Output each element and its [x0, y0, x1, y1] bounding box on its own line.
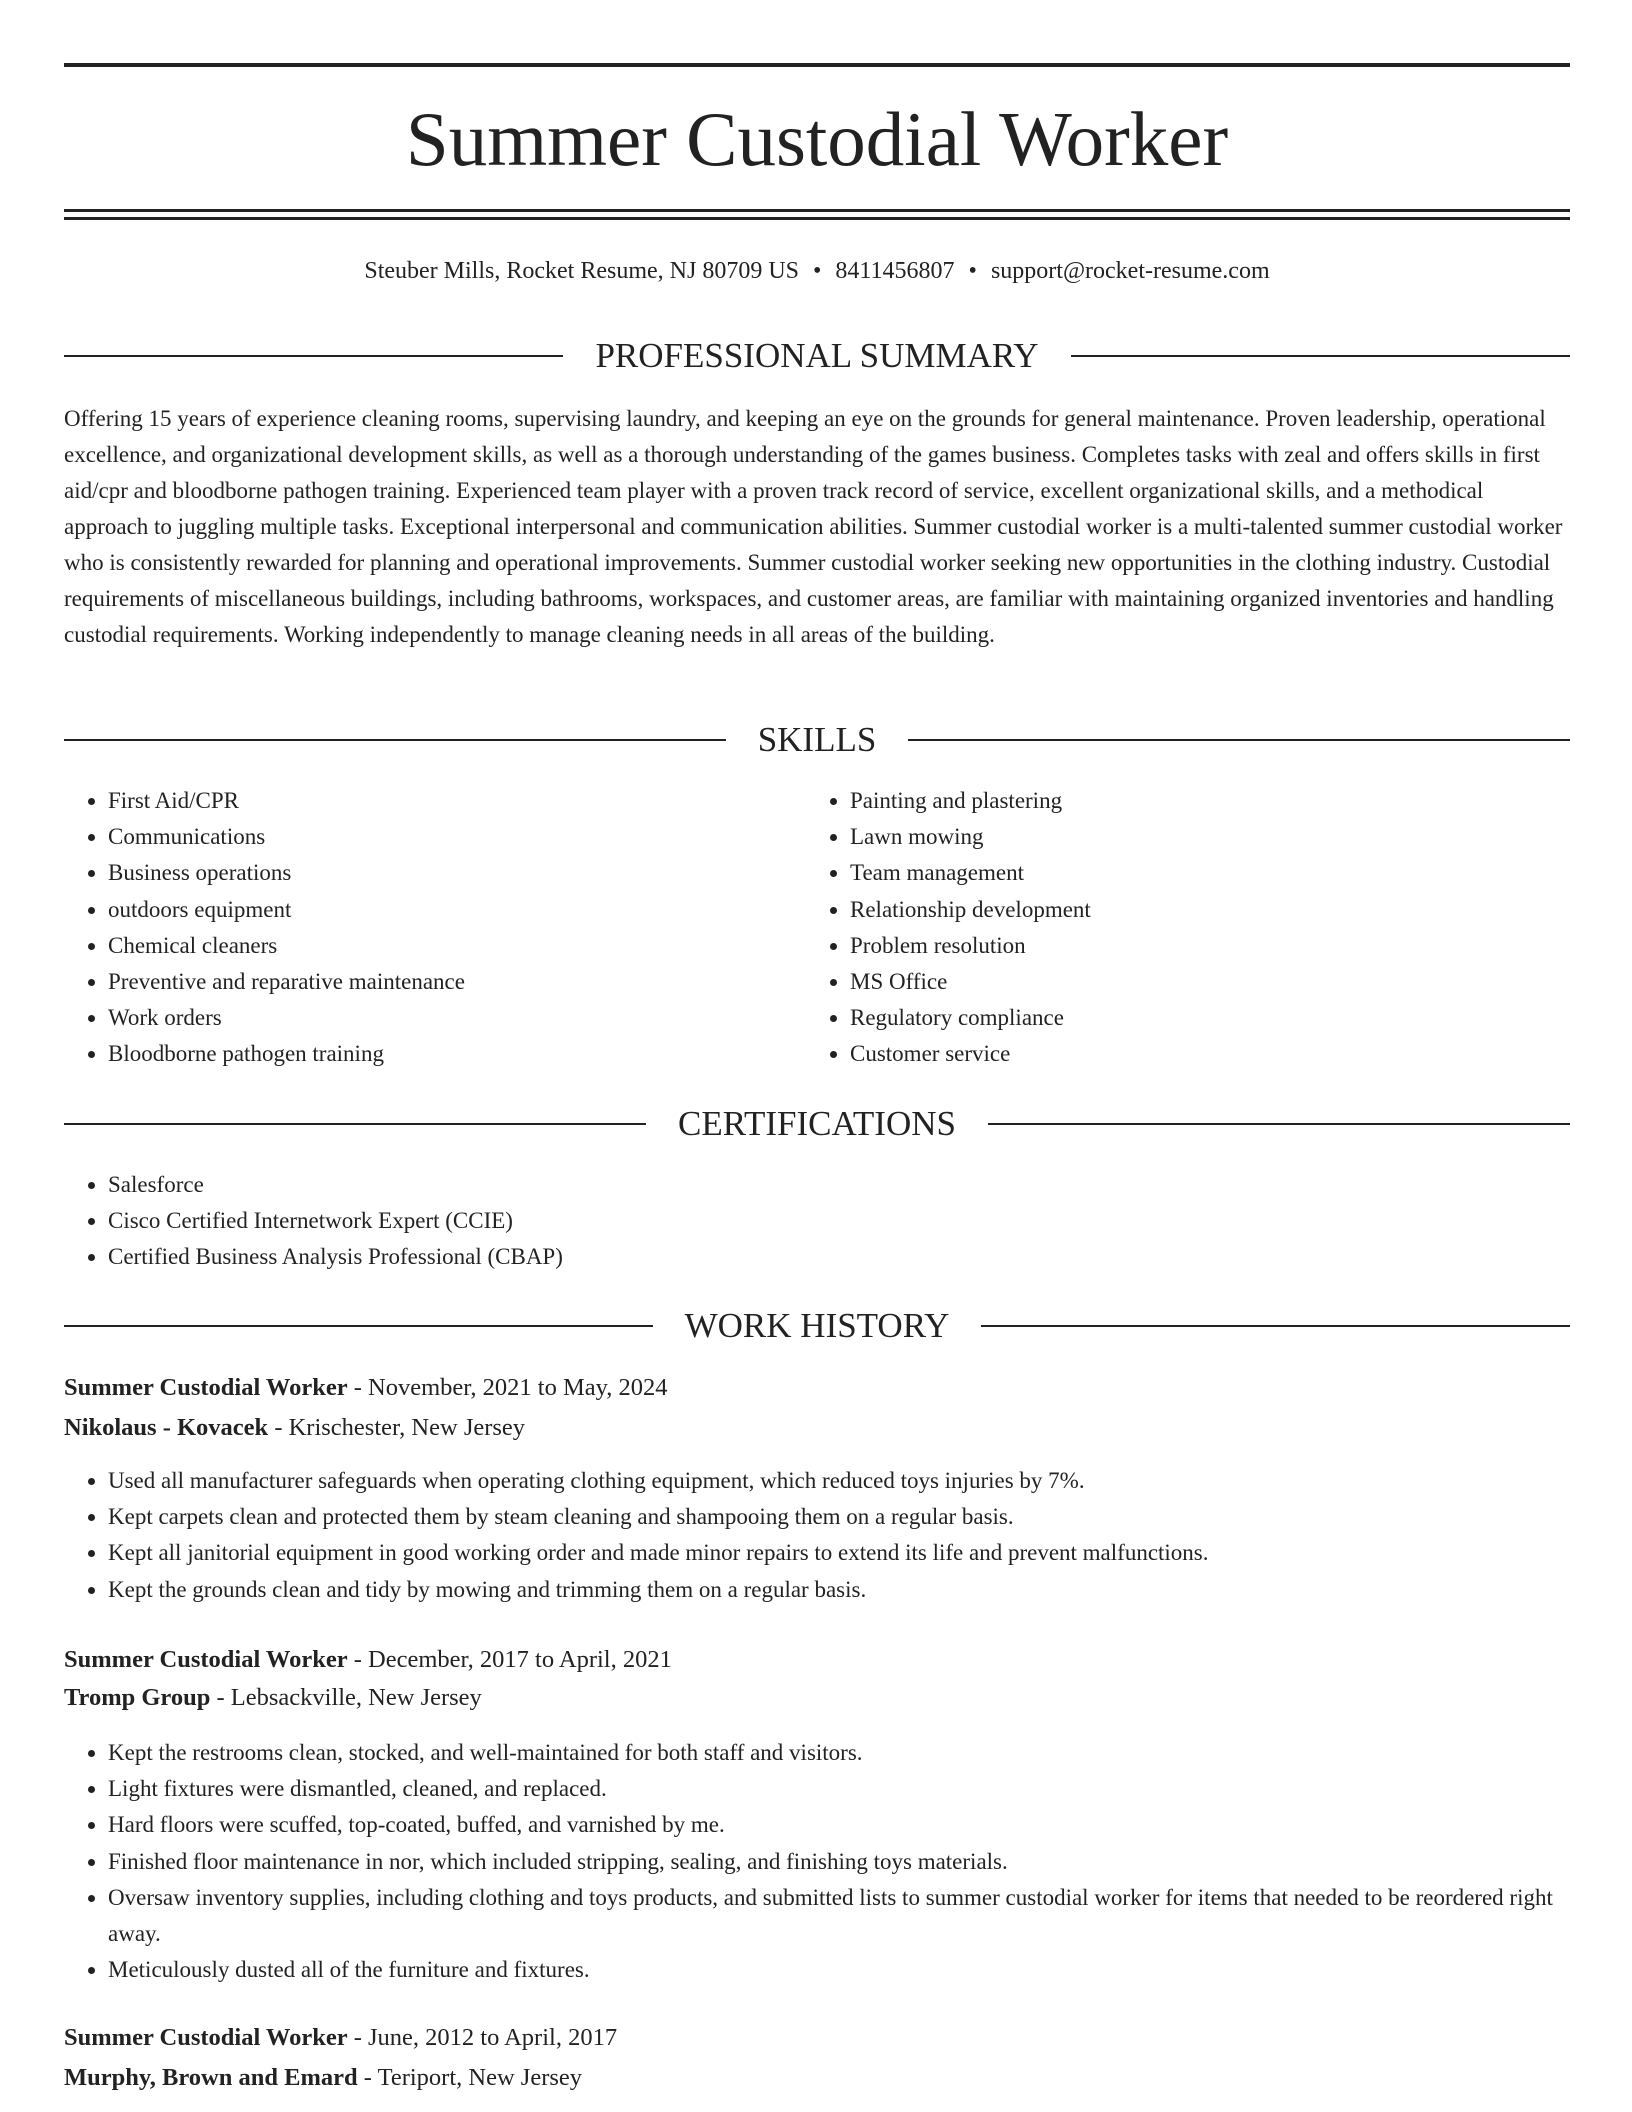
top-rule	[64, 63, 1570, 67]
list-item: • Customer service	[850, 1036, 1550, 1072]
heading-rule	[908, 739, 1570, 741]
list-item: • Problem resolution	[850, 928, 1550, 964]
job-company: Tromp Group	[64, 1684, 211, 1711]
heading-rule	[988, 1123, 1570, 1125]
list-item: • Lawn mowing	[850, 819, 1550, 855]
list-item: • Kept the restrooms clean, stocked, and well-maintained for both staff and visitors.	[108, 1735, 1570, 1771]
job-location: - Lebsackville, New Jersey	[216, 1684, 482, 1711]
list-item: • Salesforce	[108, 1167, 1558, 1203]
list-item: • Kept the grounds clean and tidy by mowing and trimming them on a regular basis.	[108, 1572, 1570, 1608]
job-title-line	[64, 1642, 672, 1678]
section-heading-skills	[64, 718, 1570, 762]
list-item: • Meticulously dusted all of the furniture and fixtures.	[108, 1952, 1570, 1988]
contact-phone: 8411456807	[835, 258, 955, 284]
list-item: • Hard floors were scuffed, top-coated, buffed, and varnished by me.	[108, 1807, 1570, 1843]
job-title-line	[64, 2020, 617, 2056]
job-title-line	[64, 1370, 668, 1406]
list-item: • Relationship development	[850, 892, 1550, 928]
section-title: CERTIFICATIONS	[678, 1104, 956, 1143]
section-title: SKILLS	[757, 720, 877, 759]
job-title: Summer Custodial Worker	[64, 1374, 348, 1401]
job-title: Summer Custodial Worker	[64, 2024, 348, 2051]
resume-name: Summer Custodial Worker	[405, 96, 1229, 182]
list-item: • outdoors equipment	[108, 892, 808, 928]
list-item: • First Aid/CPR	[108, 783, 808, 819]
list-item: • Oversaw inventory supplies, including clothing and toys products, and submitted lists to summer custodial worker for items that needed to be reordered right away.	[108, 1880, 1570, 1952]
contact-address: Steuber Mills, Rocket Resume, NJ 80709 US	[364, 258, 800, 284]
list-item: • MS Office	[850, 964, 1550, 1000]
summary-text: Offering 15 years of experience cleaning rooms, supervising laundry, and keeping an eye on the grounds for general maintenance. Proven leadership, operational excellence, and organizational development skills, as well as a thorough understanding of the games business. Completes tasks with zeal and offers skills in first aid/cpr and bloodborne pathogen training. Experienced team player with a proven track record of service, excellent organizational skills, and a methodical approach to juggling multiple tasks. Exceptional interpersonal and communication abilities. Summer custodial worker is a multi-talented summer custodial worker who is consistently rewarded for planning and operational improvements. Summer custodial worker seeking new opportunities in the clothing industry. Custodial requirements of miscellaneous buildings, including bathrooms, workspaces, and customer areas, are familiar with maintaining organized inventories and handling custodial requirements. Working independently to manage cleaning needs in all areas of the building.	[64, 406, 1563, 647]
section-heading-work-history	[64, 1304, 1570, 1348]
job-company-line	[64, 2060, 582, 2096]
name-underline-rule	[64, 209, 1570, 212]
job-title: Summer Custodial Worker	[64, 1646, 348, 1673]
heading-rule	[64, 1325, 653, 1327]
list-item: • Chemical cleaners	[108, 928, 808, 964]
section-heading-certifications	[64, 1102, 1570, 1146]
list-item: • Bloodborne pathogen training	[108, 1036, 808, 1072]
skills-list-left	[64, 783, 808, 1073]
certifications-list	[64, 1167, 1558, 1276]
list-item: • Communications	[108, 819, 808, 855]
list-item: • Certified Business Analysis Professional (CBAP)	[108, 1239, 1558, 1275]
skills-list-right	[806, 783, 1550, 1073]
separator-dot: •	[968, 258, 977, 284]
heading-rule	[64, 739, 726, 741]
job-dates: - November, 2021 to May, 2024	[353, 1374, 668, 1401]
contact-email: support@rocket-resume.com	[990, 258, 1270, 284]
heading-rule	[1071, 355, 1570, 357]
list-item: • Finished floor maintenance in nor, which included stripping, sealing, and finishing toys materials.	[108, 1844, 1570, 1880]
section-heading-summary	[64, 334, 1570, 378]
list-item: • Preventive and reparative maintenance	[108, 964, 808, 1000]
job-company: Murphy, Brown and Emard	[64, 2064, 358, 2091]
list-item: • Kept all janitorial equipment in good working order and made minor repairs to extend its life and prevent malfunctions.	[108, 1535, 1570, 1571]
heading-rule	[64, 355, 563, 357]
job-dates: - June, 2012 to April, 2017	[353, 2024, 618, 2051]
list-item: • Team management	[850, 855, 1550, 891]
list-item: • Regulatory compliance	[850, 1000, 1550, 1036]
job-location: - Krischester, New Jersey	[274, 1414, 526, 1441]
job-dates: - December, 2017 to April, 2021	[353, 1646, 672, 1673]
list-item: • Painting and plastering	[850, 783, 1550, 819]
list-item: • Used all manufacturer safeguards when operating clothing equipment, which reduced toys injuries by 7%.	[108, 1463, 1570, 1499]
list-item: • Cisco Certified Internetwork Expert (CCIE)	[108, 1203, 1558, 1239]
name-underline-rule-2	[64, 217, 1570, 220]
list-item: • Light fixtures were dismantled, cleaned, and replaced.	[108, 1771, 1570, 1807]
job-location: - Teriport, New Jersey	[363, 2064, 583, 2091]
list-item: • Kept carpets clean and protected them by steam cleaning and shampooing them on a regular basis.	[108, 1499, 1570, 1535]
job-company: Nikolaus - Kovacek	[64, 1414, 269, 1441]
heading-rule	[981, 1325, 1570, 1327]
list-item: • Work orders	[108, 1000, 808, 1036]
job-bullets	[64, 1463, 1570, 1608]
contact-line	[64, 255, 1570, 287]
heading-rule	[64, 1123, 646, 1125]
job-bullets	[64, 1735, 1570, 1988]
job-company-line	[64, 1680, 482, 1716]
job-company-line	[64, 1410, 525, 1446]
section-title: WORK HISTORY	[684, 1306, 950, 1345]
separator-dot: •	[813, 258, 822, 284]
list-item: • Business operations	[108, 855, 808, 891]
section-title: PROFESSIONAL SUMMARY	[595, 336, 1039, 375]
